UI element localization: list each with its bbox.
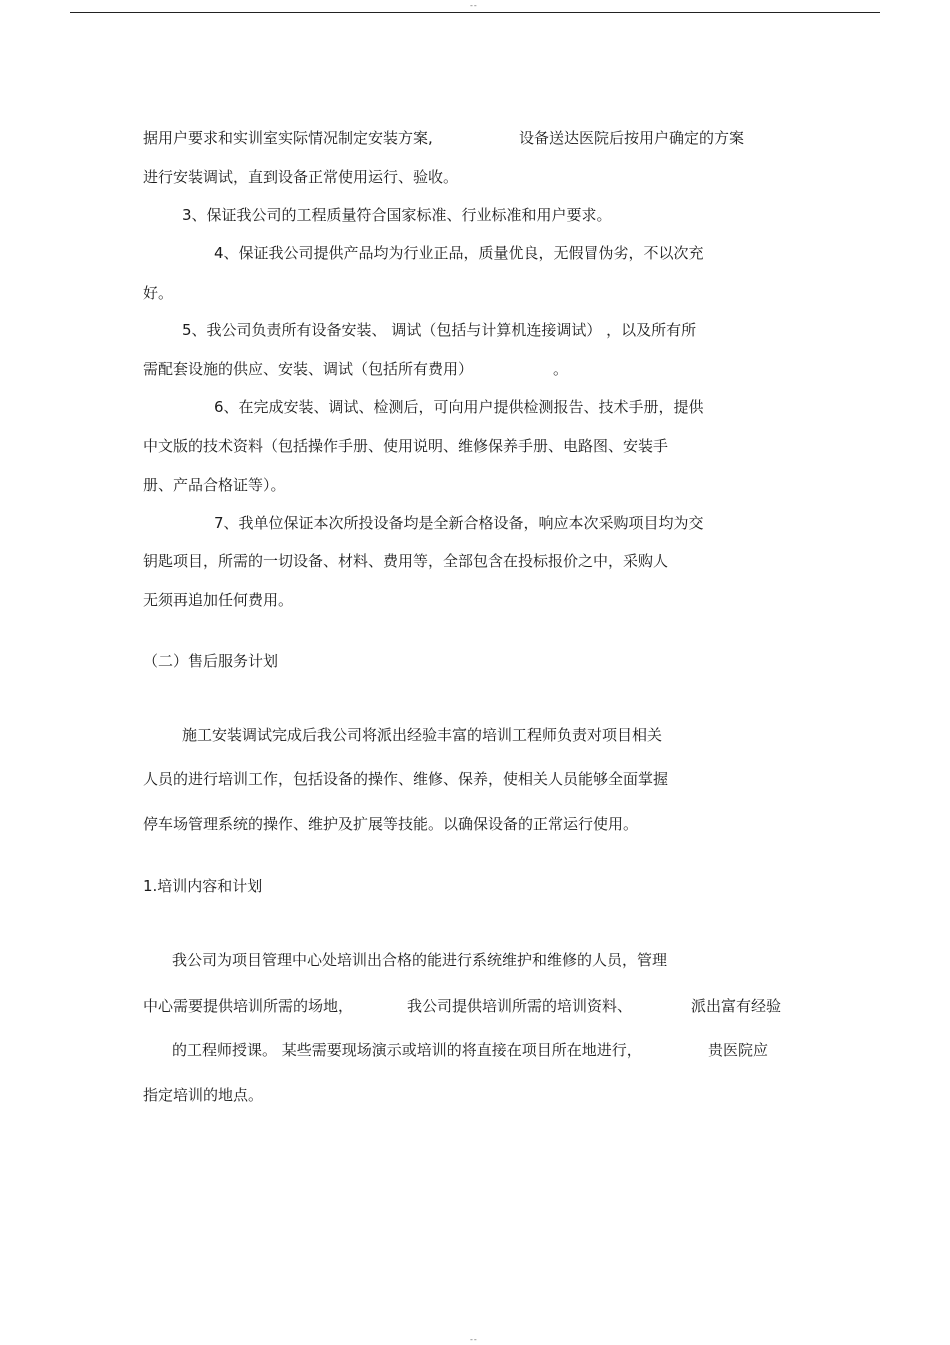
text-line: 6、在完成安装、调试、检测后，可向用户提供检测报告、技术手册，提供	[214, 398, 704, 416]
text-segment: 中心需要提供培训所需的场地，	[143, 997, 354, 1015]
text-segment: 需配套设施的供应、安装、调试（包括所有费用）	[143, 360, 474, 378]
text-line: 7、我单位保证本次所投设备均是全新合格设备，响应本次采购项目均为交	[214, 514, 704, 532]
header-rule	[70, 12, 880, 13]
text-line: 钥匙项目，所需的一切设备、材料、费用等，全部包含在投标报价之中，采购人	[143, 552, 669, 570]
text-line: 3、保证我公司的工程质量符合国家标准、行业标准和用户要求。	[182, 206, 612, 224]
text-line: 中文版的技术资料（包括操作手册、使用说明、维修保养手册、电路图、安装手	[143, 437, 669, 455]
section-heading: （二）售后服务计划	[143, 652, 279, 670]
text-segment: 设备送达医院后按用户确定的方案	[519, 129, 745, 147]
text-line: 我公司为项目管理中心处培训出合格的能进行系统维护和维修的人员，管理	[172, 951, 668, 969]
page-bottom-mark: --	[470, 1335, 478, 1344]
text-line: 无须再追加任何费用。	[143, 591, 294, 609]
text-line: 好。	[143, 284, 174, 302]
text-segment: 贵医院应	[708, 1041, 769, 1059]
text-line: 册、产品合格证等）。	[143, 476, 286, 494]
text-segment: 我公司提供培训所需的培训资料、	[407, 997, 633, 1015]
subsection-heading: 1.培训内容和计划	[143, 877, 263, 895]
text-line: 施工安装调试完成后我公司将派出经验丰富的培训工程师负责对项目相关	[182, 726, 663, 744]
text-segment: 的工程师授课。 某些需要现场演示或培训的将直接在项目所在地进行，	[172, 1041, 642, 1059]
page-top-mark: --	[470, 1, 478, 10]
text-line: 4、保证我公司提供产品均为行业正品，质量优良，无假冒伪劣，不以次充	[214, 244, 704, 262]
text-line: 进行安装调试，直到设备正常使用运行、验收。	[143, 168, 459, 186]
text-line: 5、我公司负责所有设备安装、 调试（包括与计算机连接调试） ，以及所有所	[182, 321, 697, 339]
text-line: 停车场管理系统的操作、维护及扩展等技能。以确保设备的正常运行使用。	[143, 815, 639, 833]
text-line: 人员的进行培训工作，包括设备的操作、维修、保养，使相关人员能够全面掌握	[143, 770, 669, 788]
text-segment: 派出富有经验	[691, 997, 782, 1015]
text-line: 指定培训的地点。	[143, 1086, 264, 1104]
text-segment: 。	[553, 360, 569, 378]
text-segment: 据用户要求和实训室实际情况制定安装方案,	[143, 129, 433, 147]
